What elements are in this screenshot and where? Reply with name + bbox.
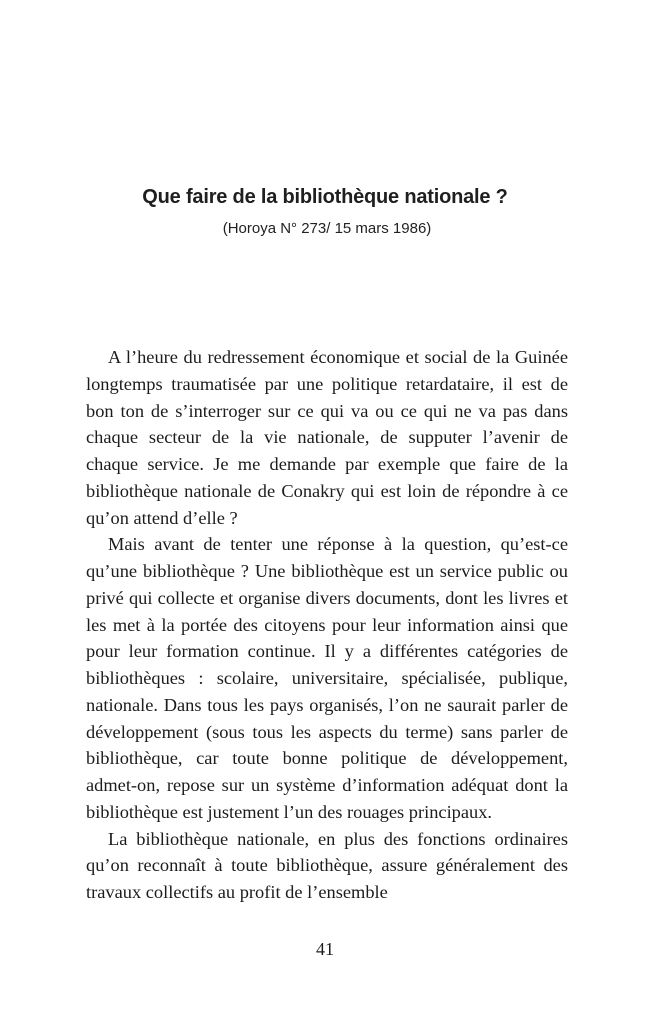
page-number: 41 — [316, 939, 334, 959]
article-body — [86, 344, 568, 906]
article-source: (Horoya N° 273/ 15 mars 1986) — [222, 220, 432, 237]
paragraph: A l’heure du redressement économique et social de la Guinée longtemps traumatisée par une politique retardataire, il est de bon ton de s’interroger sur ce qui va ou ce qui ne va pas dans chaque secteur de la vie nationale, de supputer l’avenir de chaque service. Je me demande par exemple que faire de la bibliothèque nationale de Conakry qui est loin de répondre à ce qu’on attend d’elle ? — [86, 347, 568, 528]
paragraph: La bibliothèque nationale, en plus des fonctions ordinaires qu’on reconnaît à toute bibliothèque, assure généralement des travaux collectifs au profit de l’ensemble — [86, 828, 568, 902]
paragraph: Mais avant de tenter une réponse à la question, qu’est-ce qu’une bibliothèque ? Une bibliothèque est un service public ou privé qui collecte et organise divers documents, dont les livres et les met à la portée des citoyens pour leur information ainsi que pour leur formation continue. Il y a différentes catégories de bibliothèques : scolaire, universitaire, spécialisée, publique, nationale. Dans tous les pays organisés, l’on ne saurait parler de développement (sous tous les aspects du terme) sans parler de bibliothèque, car toute bonne politique de développement, admet-on, repose sur un système d’information adéquat dont la bibliothèque est justement l’un des rouages principaux. — [86, 534, 568, 822]
article-title: Que faire de la bibliothèque nationale ? — [142, 186, 508, 208]
